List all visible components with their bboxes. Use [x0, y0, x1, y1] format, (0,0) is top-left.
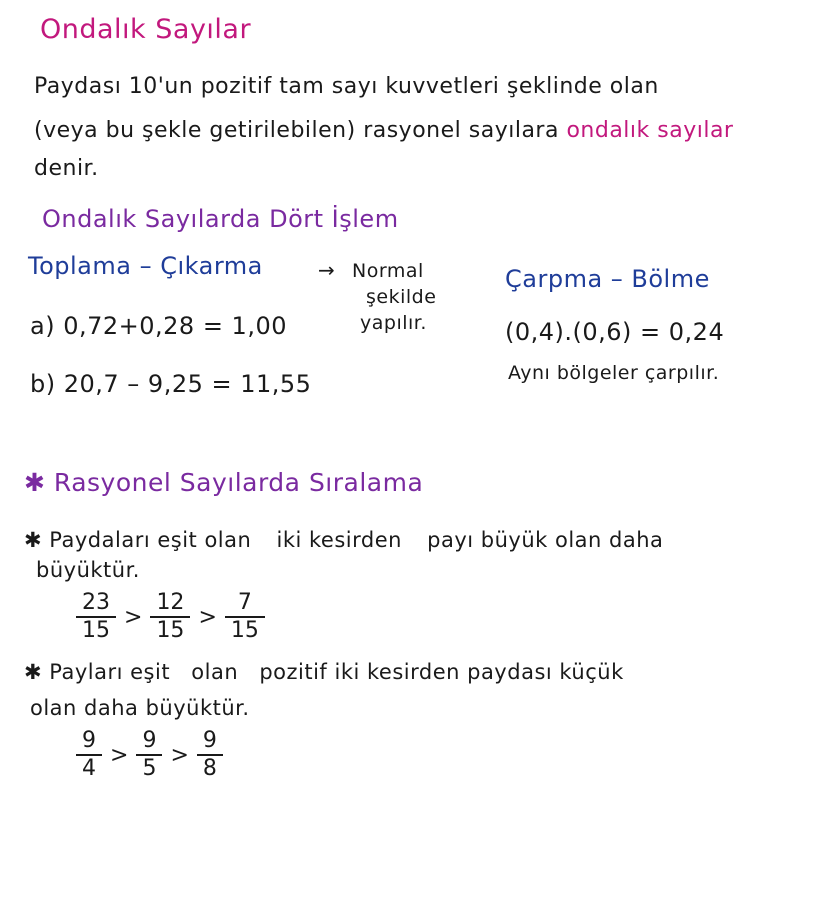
- rule1-text-b: iki kesirden: [276, 528, 402, 552]
- fraction: $\frac{9}{5}$: [136, 730, 162, 780]
- greater-than: >: [124, 604, 143, 630]
- rule2-line-1: [24, 660, 624, 684]
- definition-highlight: ondalık sayılar: [566, 118, 734, 143]
- definition-line-1: Paydası 10'un pozitif tam sayı kuvvetleri şeklinde olan: [34, 74, 659, 99]
- definition-line-2-text: (veya bu şekle getirilebilen) rasyonel sayılara: [34, 118, 559, 143]
- greater-than: >: [198, 604, 217, 630]
- fraction: $\frac{9}{4}$: [76, 730, 102, 780]
- arrow-icon: →: [318, 258, 336, 282]
- rule1-line-1: [24, 528, 663, 552]
- rule2-text-b: olan: [191, 660, 239, 684]
- ordering-heading: ✱ Rasyonel Sayılarda Sıralama: [24, 468, 424, 497]
- add-example-a: a) 0,72+0,28 = 1,00: [30, 312, 287, 340]
- rule2-text-a: ✱ Payları eşit: [24, 660, 171, 684]
- mul-div-heading: Çarpma – Bölme: [505, 265, 710, 293]
- greater-than: >: [110, 742, 129, 768]
- rule1-text-c: payı büyük olan daha: [427, 528, 664, 552]
- page-title: Ondalık Sayılar: [40, 14, 252, 45]
- rule1-text-a: ✱ Paydaları eşit olan: [24, 528, 252, 552]
- fraction: $\frac{12}{15}$: [150, 592, 190, 642]
- definition-line-2: [34, 118, 733, 143]
- rule1-line-2: büyüktür.: [36, 558, 140, 582]
- add-sub-note-1: Normal: [352, 260, 424, 282]
- greater-than: >: [170, 742, 189, 768]
- mul-example: (0,4).(0,6) = 0,24: [505, 318, 725, 346]
- mul-note: Aynı bölgeler çarpılır.: [508, 362, 720, 384]
- rule2-fraction-row: [72, 730, 227, 780]
- rule2-line-2: olan daha büyüktür.: [30, 696, 250, 720]
- rule1-fraction-row: [72, 592, 269, 642]
- add-sub-note-2: şekilde: [366, 286, 437, 308]
- fraction: $\frac{23}{15}$: [76, 592, 116, 642]
- operations-heading: Ondalık Sayılarda Dört İşlem: [42, 205, 399, 233]
- sub-example-b: b) 20,7 – 9,25 = 11,55: [30, 370, 312, 398]
- rule2-text-c: pozitif iki kesirden paydası küçük: [259, 660, 624, 684]
- fraction: $\frac{7}{15}$: [225, 592, 265, 642]
- fraction: $\frac{9}{8}$: [197, 730, 223, 780]
- add-sub-heading: Toplama – Çıkarma: [28, 252, 263, 280]
- add-sub-note-3: yapılır.: [360, 312, 427, 334]
- definition-line-3: denir.: [34, 156, 99, 181]
